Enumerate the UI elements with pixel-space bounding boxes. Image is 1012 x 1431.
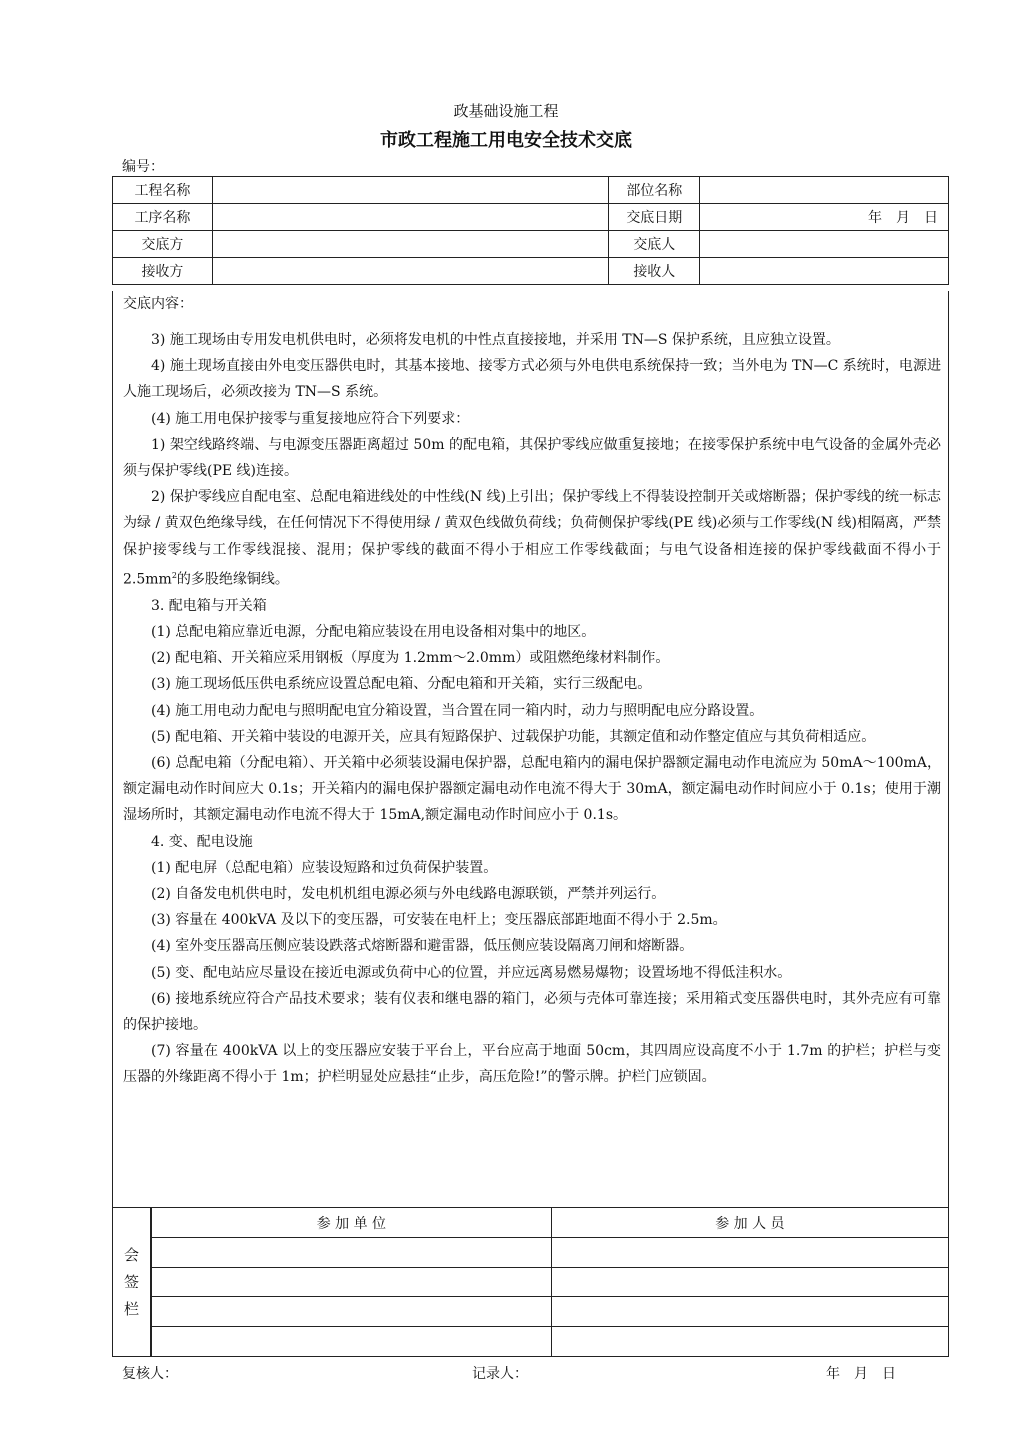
signoff-section (112, 1208, 949, 1357)
signoff-row (152, 1326, 949, 1356)
signoff-table (151, 1208, 948, 1356)
unit-cell[interactable] (152, 1267, 552, 1297)
signoff-row (152, 1267, 949, 1297)
paragraph: 3. 配电箱与开关箱 (151, 597, 267, 614)
info-row (113, 177, 949, 204)
handover-date-label: 交底日期 (609, 204, 700, 231)
paragraph: (3) 施工现场低压供电系统应设置总配电箱、分配电箱和开关箱，实行三级配电。 (151, 676, 652, 693)
paragraph: (5) 配电箱、开关箱中装设的电源开关，应具有短路保护、过载保护功能，其额定值和动作整定值应与其负荷相适应。 (151, 728, 876, 745)
paragraph: (2) 自备发电机供电时，发电机机组电源必须与外电线路电源联锁，严禁并列运行。 (151, 885, 666, 902)
signoff-row (152, 1297, 949, 1327)
content-section (112, 291, 949, 1208)
receiving-party-value[interactable] (212, 258, 608, 285)
reviewer-label: 复核人： (122, 1366, 178, 1382)
receiver-value[interactable] (700, 258, 949, 285)
doc-number-label: 编号： (122, 159, 164, 175)
signoff-side-label (113, 1208, 151, 1356)
document-title: 市政工程施工用电安全技术交底 (380, 130, 632, 151)
handover-date-value[interactable]: 年 月 日 (700, 204, 949, 231)
paragraph: (7) 容量在 400kVA 以上的变压器应安装于平台上，平台应高于地面 50cm，其四周应设高度不小于 1.7m 的护栏；护栏与变压器的外缘距离不得小于 1m；护栏明显处应悬挂“止步，高压危险!”的警示牌。护栏门应锁固。 (123, 1043, 941, 1086)
superscript: 2 (171, 570, 177, 580)
person-cell[interactable] (551, 1297, 948, 1327)
receiving-party-label: 接收方 (113, 258, 213, 285)
signoff-char: 栏 (123, 1300, 139, 1318)
signoff-header-row (152, 1208, 949, 1238)
paragraph: (3) 容量在 400kVA 及以下的变压器，可安装在电杆上；变压器底部距地面不得小于 2.5m。 (151, 912, 727, 929)
footer-date: 年 月 日 (826, 1366, 896, 1382)
process-name-value[interactable] (212, 204, 608, 231)
participating-units-header: 参 加 单 位 (152, 1208, 552, 1238)
handover-person-label: 交底人 (609, 231, 700, 258)
paragraph: (6) 接地系统应符合产品技术要求；装有仪表和继电器的箱门，必须与壳体可靠连接；采用箱式变压器供电时，其外壳应有可靠的保护接地。 (123, 990, 941, 1033)
person-cell[interactable] (551, 1267, 948, 1297)
recorder-label: 记录人： (472, 1366, 528, 1382)
receiver-label: 接收人 (609, 258, 700, 285)
project-name-label: 工程名称 (113, 177, 213, 204)
info-row (113, 231, 949, 258)
paragraph-text-tail: 的多股绝缘铜线。 (176, 571, 289, 588)
participants-header: 参 加 人 员 (551, 1208, 948, 1238)
unit-cell[interactable] (152, 1238, 552, 1268)
signoff-char: 会 (123, 1246, 139, 1264)
info-table (112, 176, 949, 285)
signoff-row (152, 1238, 949, 1268)
paragraph: (6) 总配电箱（分配电箱）、开关箱中必须装设漏电保护器，总配电箱内的漏电保护器额定漏电动作电流应为 50mA～100mA，额定漏电动作时间应大 0.1s；开关箱内的漏电保护器额定漏电动作电流不得大于 30mA，额定漏电动作时间应小于 0.1s；使用于潮湿场所时，其额定漏电动作电流不得大于 15mA,额定漏电动作时间应小于 0.1s。 (123, 754, 941, 824)
paragraph: (1) 总配电箱应靠近电源，分配电箱应装设在用电设备相对集中的地区。 (151, 623, 596, 640)
info-row (113, 204, 949, 231)
paragraph: 3) 施工现场由专用发电机供电时，必须将发电机的中性点直接接地，并采用 TN—S 保护系统，且应独立设置。 (151, 332, 840, 348)
paragraph: 4. 变、配电设施 (151, 833, 253, 850)
content-body (123, 327, 941, 1091)
handover-party-label: 交底方 (113, 231, 213, 258)
person-cell[interactable] (551, 1326, 948, 1356)
process-name-label: 工序名称 (113, 204, 213, 231)
paragraph: (4) 施工用电动力配电与照明配电宜分箱设置，当合置在同一箱内时，动力与照明配电应分路设置。 (151, 702, 764, 719)
paragraph: 1) 架空线路终端、与电源变压器距离超过 50m 的配电箱，其保护零线应做重复接地；在接零保护系统中电气设备的金属外壳必须与保护零线(PE 线)连接。 (123, 436, 941, 480)
paragraph: (5) 变、配电站应尽量设在接近电源或负荷中心的位置，并应远离易燃易爆物；设置场地不得低洼积水。 (151, 964, 792, 981)
unit-cell[interactable] (152, 1297, 552, 1327)
signoff-char: 签 (123, 1273, 139, 1291)
project-name-value[interactable] (212, 177, 608, 204)
paragraph (123, 484, 941, 592)
section-name-label: 部位名称 (609, 177, 700, 204)
paragraph: (1) 配电屏（总配电箱）应装设短路和过负荷保护装置。 (151, 859, 498, 876)
paragraph: (4) 施工用电保护接零与重复接地应符合下列要求： (151, 410, 470, 427)
paragraph: (4) 室外变压器高压侧应装设跌落式熔断器和避雷器，低压侧应装设隔离刀闸和熔断器。 (151, 938, 694, 955)
person-cell[interactable] (551, 1238, 948, 1268)
content-label: 交底内容： (123, 296, 193, 312)
paragraph: (2) 配电箱、开关箱应采用钢板（厚度为 1.2mm～2.0mm）或阻燃绝缘材料制作。 (151, 650, 670, 667)
info-row (113, 258, 949, 285)
section-name-value[interactable] (700, 177, 949, 204)
handover-person-value[interactable] (700, 231, 949, 258)
unit-cell[interactable] (152, 1326, 552, 1356)
paragraph: 4) 施土现场直接由外电变压器供电时，其基本接地、接零方式必须与外电供电系统保持一致；当外电为 TN—C 系统时，电源进人施工现场后，必须改接为 TN—S 系统。 (123, 358, 941, 401)
header-line: 政基础设施工程 (453, 102, 559, 120)
handover-party-value[interactable] (212, 231, 608, 258)
paragraph-text: 2) 保护零线应自配电室、总配电箱进线处的中性线(N 线)上引出；保护零线上不得装设控制开关或熔断器；保护零线的统一标志为绿 / 黄双色绝缘导线，在任何情况下不得使用绿 / 黄双色线做负荷线；负荷侧保护零线(PE 线)必须与工作零线(N 线)相隔离，严禁保护接零线与工作零线混接、混用；保护零线的截面不得小于相应工作零线截面；与电气设备相连接的保护零线截面不得小于 2.5mm (123, 489, 941, 588)
